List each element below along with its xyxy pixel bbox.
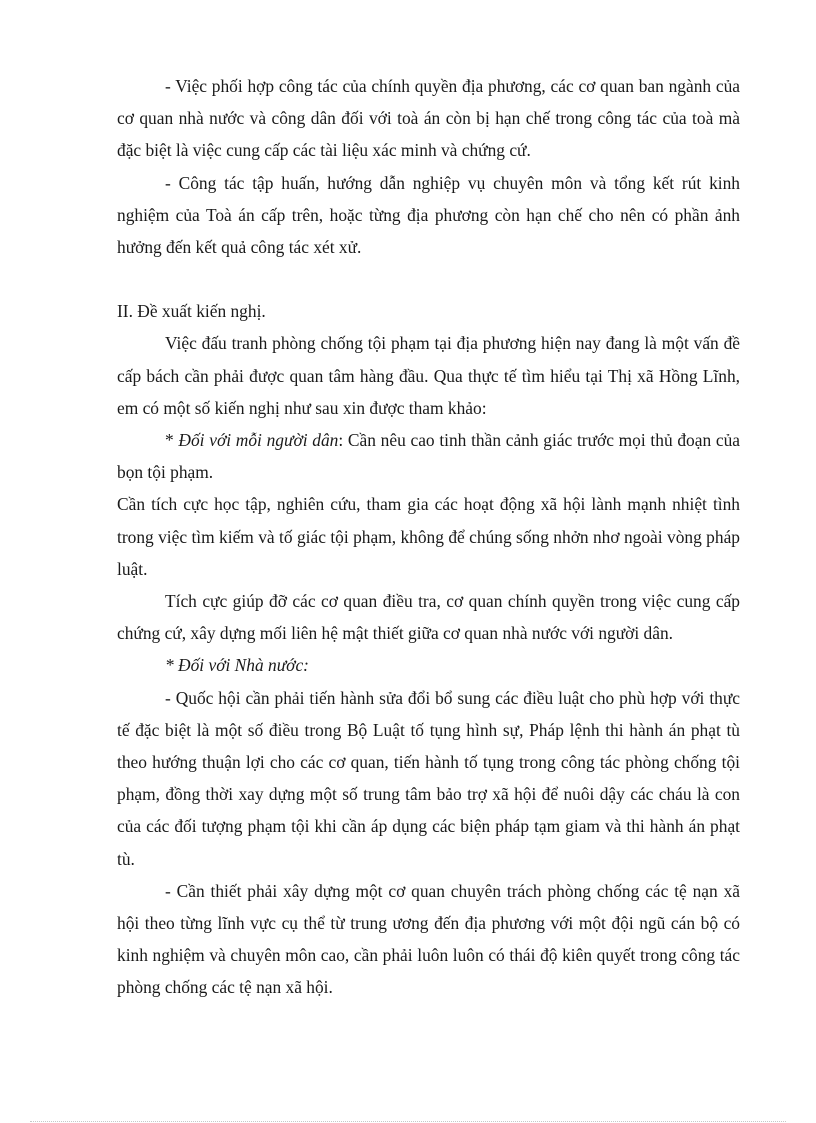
paragraph-citizens: [117, 424, 740, 488]
bullet-marker: *: [165, 430, 179, 451]
paragraph-support-investigation: Tích cực giúp đỡ các cơ quan điều tra, cơ quan chính quyền trong việc cung cấp chứng cứ, xây dựng mối liên hệ mật thiết giữa cơ quan nhà nước với người dân.: [117, 591, 740, 644]
section-heading-recommendations: II. Đề xuất kiến nghị.: [117, 301, 266, 322]
paragraph-training-limits: - Công tác tập huấn, hướng dẫn nghiệp vụ chuyên môn và tổng kết rút kinh nghiệm của Toà án cấp trên, hoặc từng địa phương còn hạn chế cho nên có phần ảnh hưởng đến kết quả công tác xét xử.: [117, 172, 740, 258]
page-bottom-divider: [30, 1121, 786, 1122]
citizens-label: Đối với mỗi người dân: [178, 430, 339, 451]
subheading-state: * Đối với Nhà nước:: [165, 655, 309, 676]
citizens-text: : Cần nêu cao tinh thần cảnh giác trước mọi thủ đoạn của bọn tội phạm.: [117, 430, 741, 483]
paragraph-recommendations-intro: Việc đấu tranh phòng chống tội phạm tại địa phương hiện nay đang là một vấn đề cấp bách cần phải được quan tâm hàng đầu. Qua thực tế tìm hiểu tại Thị xã Hồng Lĩnh, em có một số kiến nghị như sau xin được tham khảo:: [117, 333, 740, 418]
paragraph-specialized-agency: - Cần thiết phải xây dựng một cơ quan chuyên trách phòng chống các tệ nạn xã hội theo từng lĩnh vực cụ thể từ trung ương đến địa phương với một đội ngũ cán bộ có kinh nghiệm và chuyên môn cao, cần phải luôn luôn có thái độ kiên quyết trong công tác phòng chống các tệ nạn xã hội.: [117, 880, 740, 998]
paragraph-coordination-limits: - Việc phối hợp công tác của chính quyền địa phương, các cơ quan ban ngành của cơ quan nhà nước và công dân đối với toà án còn bị hạn chế trong công tác của toà mà đặc biệt là việc cung cấp các tài liệu xác minh và chứng cứ.: [117, 76, 740, 161]
document-body: [117, 70, 740, 1004]
paragraph-active-learning: Cần tích cực học tập, nghiên cứu, tham gia các hoạt động xã hội lành mạnh nhiệt tình trong việc tìm kiếm và tố giác tội phạm, không để chúng sống nhởn nhơ ngoài vòng pháp luật.: [117, 494, 740, 579]
paragraph-national-assembly: - Quốc hội cần phải tiến hành sửa đổi bổ sung các điều luật cho phù hợp với thực tế đặc biệt là một số điều trong Bộ Luật tố tụng hình sự, Pháp lệnh thi hành án phạt tù theo hướng thuận lợi cho các cơ quan, tiến hành tố tụng trong công tác phòng chống tội phạm, đồng thời xay dựng một số trung tâm bảo trợ xã hội để nuôi dậy các cháu là con của các đối tượng phạm tội khi cần áp dụng các biện pháp tạm giam và thi hành án phạt tù.: [117, 687, 740, 869]
